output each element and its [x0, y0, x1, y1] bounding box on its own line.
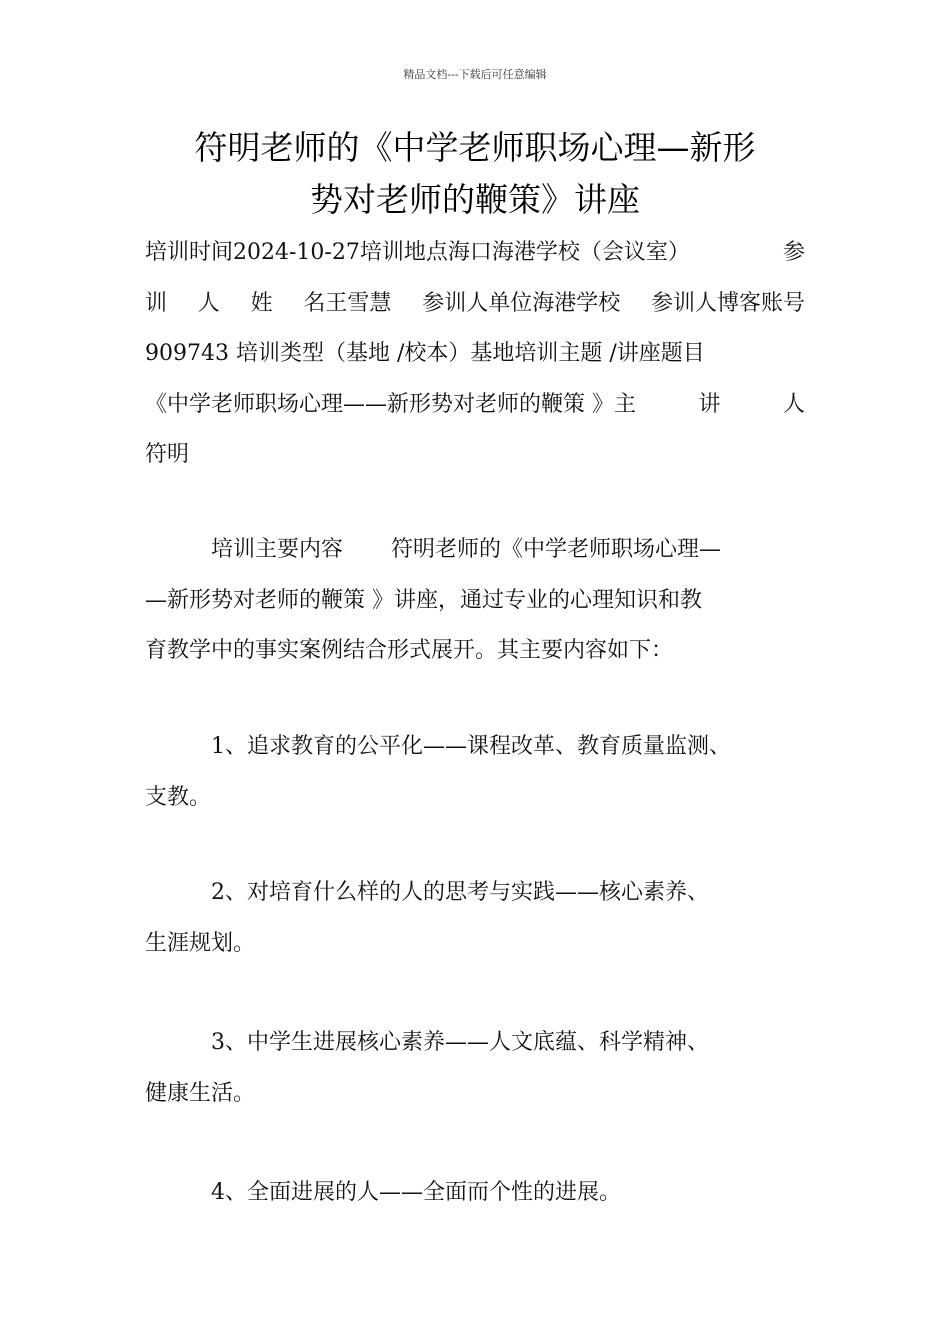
intro-line-3: 育教学中的事实案例结合形式展开。其主要内容如下：: [145, 638, 674, 663]
meta-line-3: [145, 329, 805, 380]
intro-line1-text: 符明老师的《中学老师职场心理—: [391, 537, 722, 562]
training-meta-block: [145, 228, 805, 481]
meta-line1-tail: 参: [782, 240, 805, 265]
meta-speaker-name: 符明: [145, 442, 190, 467]
intro-paragraph: [145, 525, 810, 677]
content-item-1: [145, 722, 810, 823]
meta-line-1: [145, 228, 805, 279]
meta-blog-account-label: 参训人博客账号: [650, 290, 805, 316]
content-item-4: [145, 1168, 810, 1219]
intro-line-2: —新形势对老师的鞭策 》讲座，通过专业的心理知识和教: [145, 587, 702, 613]
meta-line2-a: 训: [145, 290, 168, 316]
intro-label: 培训主要内容: [211, 537, 344, 562]
item-4-line-1: 4、全面进展的人——全面而个性的进展。: [211, 1180, 621, 1205]
meta-lecture-title: 《中学老师职场心理——新形势对老师的鞭策 》主: [145, 391, 636, 417]
meta-training-type-topic: 909743 培训类型（基地 /校本）基地培训主题 /讲座题目: [145, 341, 705, 366]
title-line-2: 势对老师的鞭策》讲座: [310, 180, 640, 219]
meta-participant-name: 名王雪慧: [303, 290, 392, 316]
meta-time-location: 培训时间2024-10-27培训地点海口海港学校（会议室）: [145, 240, 690, 265]
intro-line-1: [145, 525, 810, 576]
content-item-3: [145, 1018, 810, 1119]
content-item-2: [145, 868, 810, 969]
item-3-line-2: 健康生活。: [145, 1080, 256, 1106]
meta-line-2: [145, 279, 805, 330]
meta-participant-unit: 参训人单位海港学校: [422, 290, 621, 316]
title-line-1: 符明老师的《中学老师职场心理—新形: [194, 128, 756, 167]
meta-line2-c: 姓: [250, 290, 273, 316]
item-1-line-1: 1、追求教育的公平化——课程改革、教育质量监测、: [211, 734, 731, 759]
meta-line4-c: 人: [782, 391, 805, 417]
document-title: [120, 122, 830, 226]
meta-line4-b: 讲: [698, 391, 721, 417]
item-1-line-2: 支教。: [145, 784, 212, 810]
header-note: 精品文档---下载后可任意编辑: [403, 68, 547, 81]
meta-line-4: [145, 380, 805, 431]
item-2-line-1: 2、对培育什么样的人的思考与实践——核心素养、: [211, 880, 709, 905]
item-3-line-1: 3、中学生进展核心素养——人文底蕴、科学精神、: [211, 1030, 709, 1055]
meta-line2-b: 人: [197, 290, 220, 316]
item-2-line-2: 生涯规划。: [145, 930, 256, 956]
